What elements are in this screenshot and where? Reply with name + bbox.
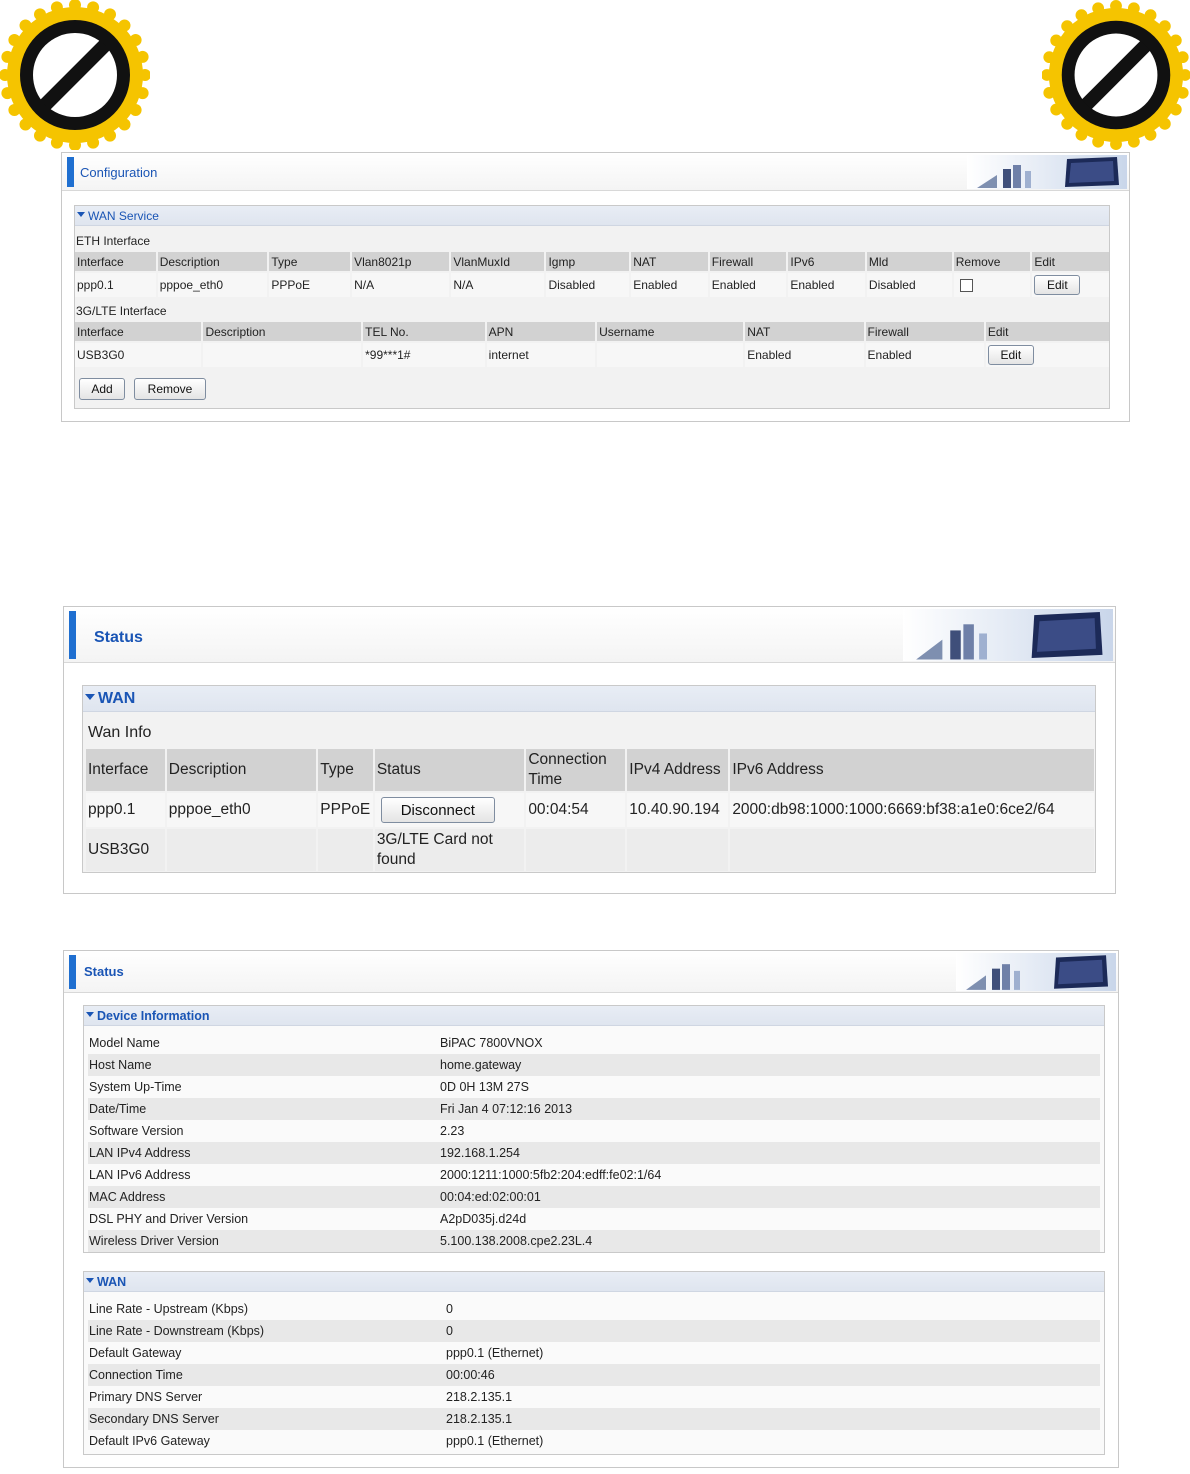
list-item: [88, 1298, 1100, 1320]
column-header: Mld: [867, 252, 952, 271]
list-item: [88, 1164, 1100, 1186]
list-item: [88, 1364, 1100, 1386]
edit-cell: [1032, 273, 1109, 297]
page-title: Configuration: [80, 165, 158, 180]
table-cell: USB3G0: [86, 829, 165, 871]
list-item: [88, 1342, 1100, 1364]
column-header: Firewall: [866, 322, 984, 341]
field-label: Date/Time: [89, 1102, 147, 1116]
page-title: Status: [84, 964, 124, 979]
column-header: Description: [203, 322, 361, 341]
field-value: home.gateway: [440, 1058, 522, 1072]
office-chairs-decoration: [956, 953, 1116, 991]
table-cell: 10.40.90.194: [627, 793, 728, 827]
table-cell: pppoe_eth0: [158, 273, 268, 297]
list-item: [88, 1230, 1100, 1252]
table-cell: ppp0.1: [86, 793, 165, 827]
list-item: [88, 1076, 1100, 1098]
column-header: Interface: [75, 252, 156, 271]
field-label: Model Name: [89, 1036, 160, 1050]
field-label: Secondary DNS Server: [89, 1412, 219, 1426]
column-header: Remove: [954, 252, 1031, 271]
office-chairs-decoration: [967, 155, 1127, 189]
list-item: [88, 1408, 1100, 1430]
column-header: IPv6 Address: [730, 749, 1094, 791]
lte-interface-table: [73, 320, 1111, 369]
section-title: WAN: [86, 1275, 126, 1289]
field-label: Host Name: [89, 1058, 152, 1072]
office-chairs-decoration: [903, 609, 1113, 661]
column-header: Description: [158, 252, 268, 271]
table-cell: PPPoE: [318, 793, 373, 827]
panel-header: [64, 607, 1115, 663]
field-label: Primary DNS Server: [89, 1390, 203, 1404]
list-item: [88, 1208, 1100, 1230]
section-title: WAN Service: [77, 209, 159, 223]
table-cell: Enabled: [788, 273, 865, 297]
edit-cell: [986, 343, 1109, 367]
field-label: MAC Address: [89, 1190, 166, 1204]
device-info-list: [88, 1032, 1100, 1252]
table-cell: N/A: [451, 273, 544, 297]
table-cell: N/A: [352, 273, 449, 297]
column-header: Edit: [986, 322, 1109, 341]
field-label: DSL PHY and Driver Version: [89, 1212, 249, 1226]
remove-checkbox[interactable]: [960, 279, 973, 292]
table-cell: internet: [487, 343, 595, 367]
configuration-panel: [61, 152, 1130, 422]
column-header: NAT: [631, 252, 708, 271]
table-cell: 3G/LTE Card not found: [375, 829, 525, 871]
field-value: BiPAC 7800VNOX: [440, 1036, 543, 1050]
column-header: Status: [375, 749, 525, 791]
table-cell: Disabled: [546, 273, 629, 297]
column-header: Igmp: [546, 252, 629, 271]
field-value: 00:04:ed:02:00:01: [440, 1190, 541, 1204]
column-header: Edit: [1032, 252, 1109, 271]
remove-button[interactable]: Remove: [134, 378, 206, 400]
column-header: Type: [318, 749, 373, 791]
list-item: [88, 1386, 1100, 1408]
field-value: 0D 0H 13M 27S: [440, 1080, 529, 1094]
field-value: ppp0.1 (Ethernet): [446, 1346, 544, 1360]
remove-cell: [954, 273, 1031, 297]
table-cell: [627, 829, 728, 871]
page-title: Status: [94, 629, 143, 646]
list-item: [88, 1032, 1100, 1054]
wan-info-label: Wan Info: [88, 724, 152, 741]
section-title: WAN: [85, 690, 135, 708]
table-cell: Enabled: [745, 343, 863, 367]
column-header: Interface: [86, 749, 165, 791]
field-label: Line Rate - Downstream (Kbps): [89, 1324, 265, 1338]
column-header: Type: [269, 252, 350, 271]
field-value: 192.168.1.254: [440, 1146, 520, 1160]
edit-button[interactable]: Edit: [988, 345, 1034, 365]
list-item: [88, 1320, 1100, 1342]
table-cell: *99***1#: [363, 343, 485, 367]
field-label: Line Rate - Upstream (Kbps): [89, 1302, 249, 1316]
field-label: Connection Time: [89, 1368, 183, 1382]
device-information-section: [83, 1005, 1105, 1253]
field-label: Default IPv6 Gateway: [89, 1434, 210, 1448]
field-label: Wireless Driver Version: [89, 1234, 219, 1248]
field-label: LAN IPv6 Address: [89, 1168, 191, 1182]
field-value: 218.2.135.1: [446, 1390, 513, 1404]
table-cell: Enabled: [866, 343, 984, 367]
table-cell: Enabled: [631, 273, 708, 297]
list-item: [88, 1186, 1100, 1208]
table-cell: Disabled: [867, 273, 952, 297]
eth-interface-table: [73, 250, 1111, 299]
column-header: Connection Time: [526, 749, 625, 791]
field-label: Software Version: [89, 1124, 184, 1138]
wan-info-table: [84, 747, 1096, 873]
no-entry-icon: [1042, 0, 1190, 150]
table-cell: [526, 829, 625, 871]
field-label: System Up-Time: [89, 1080, 182, 1094]
list-item: [88, 1098, 1100, 1120]
disconnect-button[interactable]: Disconnect: [381, 797, 495, 823]
column-header: IPv6: [788, 252, 865, 271]
add-button[interactable]: Add: [79, 378, 125, 400]
panel-header: [64, 951, 1118, 993]
table-cell: 2000:db98:1000:1000:6669:bf38:a1e0:6ce2/64: [730, 793, 1094, 827]
field-value: 218.2.135.1: [446, 1412, 513, 1426]
column-header: VlanMuxId: [451, 252, 544, 271]
wan-info-list: [88, 1298, 1100, 1452]
column-header: Firewall: [710, 252, 787, 271]
section-title: Device Information: [86, 1009, 210, 1023]
eth-interface-label: ETH Interface: [76, 234, 151, 248]
list-item: [88, 1054, 1100, 1076]
wan-section: [82, 685, 1096, 873]
table-cell: pppoe_eth0: [167, 793, 317, 827]
field-label: LAN IPv4 Address: [89, 1146, 191, 1160]
column-header: Interface: [75, 322, 201, 341]
table-cell: Enabled: [710, 273, 787, 297]
column-header: APN: [487, 322, 595, 341]
field-value: 2.23: [440, 1124, 465, 1138]
column-header: Vlan8021p: [352, 252, 449, 271]
edit-button[interactable]: Edit: [1034, 275, 1080, 295]
list-item: [88, 1120, 1100, 1142]
table-cell: ppp0.1: [75, 273, 156, 297]
field-value: 00:00:46: [446, 1368, 495, 1382]
column-header: IPv4 Address: [627, 749, 728, 791]
field-value: A2pD035j.d24d: [440, 1212, 527, 1226]
table-cell: [597, 343, 743, 367]
list-item: [88, 1142, 1100, 1164]
table-cell: [318, 829, 373, 871]
field-value: Fri Jan 4 07:12:16 2013: [440, 1102, 573, 1116]
table-cell: [375, 793, 525, 827]
table-cell: [730, 829, 1094, 871]
lte-interface-label: 3G/LTE Interface: [76, 304, 167, 318]
table-cell: [167, 829, 317, 871]
field-value: 0: [446, 1302, 453, 1316]
column-header: Username: [597, 322, 743, 341]
list-item: [88, 1430, 1100, 1452]
table-cell: 00:04:54: [526, 793, 625, 827]
status-wan-panel: [63, 606, 1116, 894]
field-label: Default Gateway: [89, 1346, 182, 1360]
table-cell: [203, 343, 361, 367]
wan-summary-section: [83, 1271, 1105, 1455]
column-header: TEL No.: [363, 322, 485, 341]
wan-service-section: [74, 205, 1110, 409]
field-value: 0: [446, 1324, 453, 1338]
field-value: 2000:1211:1000:5fb2:204:edff:fe02:1/64: [440, 1168, 662, 1182]
field-value: 5.100.138.2008.cpe2.23L.4: [440, 1234, 593, 1248]
table-cell: USB3G0: [75, 343, 201, 367]
status-device-panel: [63, 950, 1119, 1468]
column-header: Description: [167, 749, 317, 791]
field-value: ppp0.1 (Ethernet): [446, 1434, 544, 1448]
panel-header: [62, 153, 1129, 191]
table-cell: PPPoE: [269, 273, 350, 297]
column-header: NAT: [745, 322, 863, 341]
no-entry-icon: [0, 0, 150, 150]
